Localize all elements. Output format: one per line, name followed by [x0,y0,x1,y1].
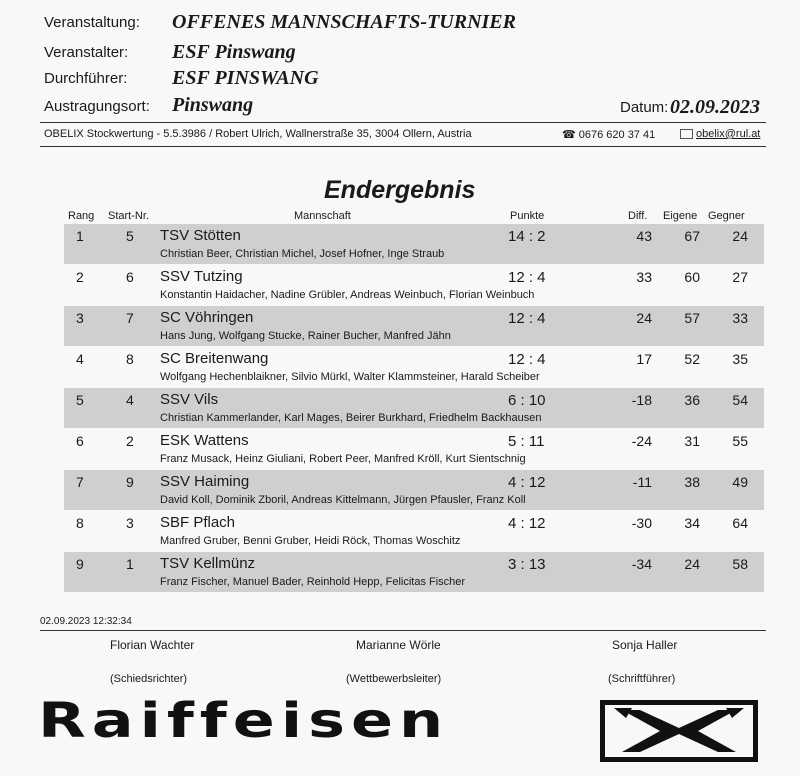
obelix-phone: ☎ 0676 620 37 41 [562,129,656,141]
page-title: Endergebnis [324,176,476,204]
team-players: Franz Fischer, Manuel Bader, Reinhold Hepp, Felicitas Fischer [160,576,466,588]
team-name: SSV Haiming [160,473,250,490]
difference: -11 [632,474,652,490]
own-score: 60 [684,269,700,285]
header-divider [40,122,766,123]
start-number: 9 [126,474,134,490]
start-number: 7 [126,310,134,326]
team-players: Hans Jung, Wolfgang Stucke, Rainer Bucher, Manfred Jähn [160,330,451,342]
points: 5 : 11 [508,433,545,450]
team-players: Wolfgang Hechenblaikner, Silvio Mürkl, Walter Klammsteiner, Harald Scheiber [160,371,540,383]
table-row [64,306,764,346]
opponent-score: 27 [732,269,748,285]
signature-divider [40,630,766,631]
veranstalter-label: Veranstalter: [44,44,129,61]
obelix-info: OBELIX Stockwertung - 5.5.3986 / Robert Ulrich, Wallnerstraße 35, 3004 Ollern, Austria [44,128,472,140]
envelope-icon [680,129,693,139]
start-number: 1 [126,556,134,572]
rank: 2 [76,269,84,285]
opponent-score: 49 [732,474,748,490]
difference: 17 [636,351,652,367]
rank: 7 [76,474,84,490]
difference: -30 [631,515,652,531]
own-score: 31 [684,433,700,449]
col-punkte: Punkte [510,210,545,222]
points: 14 : 2 [508,228,546,245]
difference: 33 [636,269,652,285]
signature-role-schriftfuehrer: (Schriftführer) [608,673,676,685]
team-players: Christian Beer, Christian Michel, Josef Hofner, Inge Straub [160,248,445,260]
veranstaltung-label: Veranstaltung: [44,14,140,31]
opponent-score: 64 [732,515,748,531]
obelix-email[interactable]: obelix@rul.at [696,128,761,140]
rank: 6 [76,433,84,449]
team-players: Manfred Gruber, Benni Gruber, Heidi Röck, Thomas Woschitz [160,535,461,547]
team-players: Franz Musack, Heinz Giuliani, Robert Peer, Manfred Kröll, Kurt Sientschnig [160,453,526,465]
team-name: SSV Tutzing [160,268,243,285]
datum-value: 02.09.2023 [670,96,760,118]
opponent-score: 35 [732,351,748,367]
team-name: SBF Pflach [160,514,236,531]
signature-name-schiedsrichter: Florian Wachter [110,638,195,652]
own-score: 57 [684,310,700,326]
team-name: ESK Wattens [160,432,249,449]
rank: 4 [76,351,84,367]
col-diff: Diff. [628,210,648,222]
start-number: 5 [126,228,134,244]
table-row [64,224,764,264]
own-score: 52 [684,351,700,367]
team-name: TSV Stötten [160,227,241,244]
veranstalter-value: ESF Pinswang [172,41,296,63]
start-number: 2 [126,433,134,449]
signature-name-wettbewerbsleiter: Marianne Wörle [356,638,441,652]
points: 12 : 4 [508,310,546,327]
team-name: SSV Vils [160,391,219,408]
raiffeisen-crossed-horses-icon [600,700,758,762]
durchfuehrer-value: ESF PINSWANG [172,67,319,89]
table-row [64,388,764,428]
veranstaltung-value: OFFENES MANNSCHAFTS-TURNIER [172,11,516,33]
col-gegner: Gegner [708,210,745,222]
durchfuehrer-label: Durchführer: [44,70,128,87]
own-score: 24 [684,556,700,572]
obelix-divider [40,146,766,147]
points: 6 : 10 [508,392,546,409]
opponent-score: 33 [732,310,748,326]
table-row [64,347,764,387]
start-number: 3 [126,515,134,531]
rank: 1 [76,228,84,244]
own-score: 34 [684,515,700,531]
rank: 8 [76,515,84,531]
col-rang: Rang [68,210,95,222]
team-players: David Koll, Dominik Zboril, Andreas Kittelmann, Jürgen Pfausler, Franz Koll [160,494,526,506]
team-name: SC Breitenwang [160,350,269,367]
opponent-score: 55 [732,433,748,449]
points: 4 : 12 [508,474,546,491]
team-players: Konstantin Haidacher, Nadine Grübler, Andreas Weinbuch, Florian Weinbuch [160,289,535,301]
opponent-score: 54 [732,392,748,408]
opponent-score: 24 [732,228,748,244]
col-eigene: Eigene [663,210,698,222]
table-row [64,265,764,305]
start-number: 8 [126,351,134,367]
points: 12 : 4 [508,269,546,286]
signature-role-schiedsrichter: (Schiedsrichter) [110,673,188,685]
points: 4 : 12 [508,515,546,532]
difference: -34 [631,556,652,572]
difference: 24 [636,310,652,326]
table-row [64,552,764,592]
obelix-email-wrapper [680,128,760,140]
own-score: 67 [684,228,700,244]
difference: 43 [636,228,652,244]
difference: -24 [631,433,652,449]
austragungsort-value: Pinswang [172,94,254,116]
own-score: 36 [684,392,700,408]
col-start: Start-Nr. [108,210,149,222]
points: 12 : 4 [508,351,546,368]
austragungsort-label: Austragungsort: [44,98,150,115]
col-mannschaft: Mannschaft [294,210,351,222]
team-players: Christian Kammerlander, Karl Mages, Beirer Burkhard, Friedhelm Backhausen [160,412,542,424]
points: 3 : 13 [508,556,546,573]
print-timestamp: 02.09.2023 12:32:34 [40,616,132,627]
difference: -18 [631,392,652,408]
opponent-score: 58 [732,556,748,572]
table-row [64,429,764,469]
sponsor-wordmark: Raiffeisen [38,692,450,749]
signature-role-wettbewerbsleiter: (Wettbewerbsleiter) [346,673,442,685]
table-row [64,470,764,510]
table-row [64,511,764,551]
rank: 3 [76,310,84,326]
start-number: 4 [126,392,134,408]
rank: 5 [76,392,84,408]
own-score: 38 [684,474,700,490]
team-name: TSV Kellmünz [160,555,256,572]
team-name: SC Vöhringen [160,309,254,326]
rank: 9 [76,556,84,572]
start-number: 6 [126,269,134,285]
datum-label: Datum: [620,99,669,116]
signature-name-schriftfuehrer: Sonja Haller [612,638,678,652]
